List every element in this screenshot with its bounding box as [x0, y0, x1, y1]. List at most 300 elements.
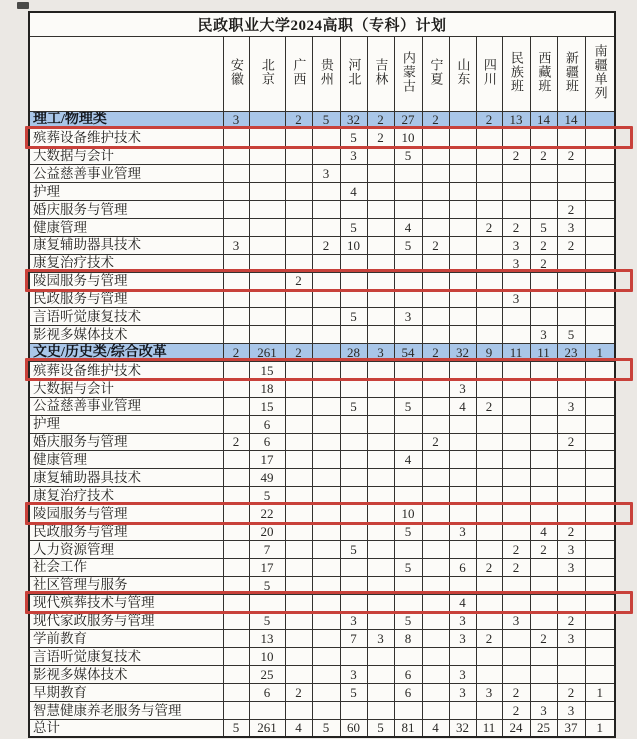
value-cell [285, 397, 312, 415]
value-cell: 2 [476, 111, 502, 129]
value-cell [585, 594, 615, 612]
value-cell: 3 [449, 522, 476, 540]
value-cell [223, 361, 249, 379]
value-cell [367, 487, 394, 505]
value-cell: 3 [502, 290, 530, 308]
value-cell [502, 200, 530, 218]
value-cell [285, 415, 312, 433]
column-header [340, 36, 367, 111]
value-cell: 2 [476, 397, 502, 415]
value-cell [223, 379, 249, 397]
value-cell [394, 576, 422, 594]
value-cell: 6 [394, 666, 422, 684]
value-cell [285, 308, 312, 326]
value-cell [502, 308, 530, 326]
value-cell: 5 [340, 684, 367, 702]
table-row [29, 147, 615, 165]
value-cell: 5 [367, 719, 394, 737]
value-cell [312, 666, 340, 684]
value-cell [557, 272, 585, 290]
value-cell [585, 326, 615, 344]
value-cell [223, 165, 249, 183]
value-cell [367, 433, 394, 451]
value-cell [367, 648, 394, 666]
table-row [29, 183, 615, 201]
value-cell [476, 451, 502, 469]
value-cell [557, 594, 585, 612]
value-cell [449, 648, 476, 666]
value-cell: 10 [394, 505, 422, 523]
value-cell [312, 183, 340, 201]
value-cell: 17 [249, 451, 285, 469]
value-cell [422, 200, 449, 218]
value-cell: 15 [249, 361, 285, 379]
table-row [29, 308, 615, 326]
value-cell [585, 361, 615, 379]
value-cell [340, 558, 367, 576]
row-label: 陵园服务与管理 [29, 505, 223, 523]
value-cell [223, 469, 249, 487]
value-cell [340, 326, 367, 344]
value-cell [585, 576, 615, 594]
value-cell [502, 666, 530, 684]
value-cell: 22 [249, 505, 285, 523]
value-cell: 10 [340, 236, 367, 254]
value-cell [249, 147, 285, 165]
value-cell [367, 666, 394, 684]
value-cell [367, 558, 394, 576]
value-cell [367, 272, 394, 290]
value-cell [394, 254, 422, 272]
value-cell: 2 [367, 129, 394, 147]
value-cell [367, 200, 394, 218]
value-cell: 20 [249, 522, 285, 540]
table-row [29, 701, 615, 719]
value-cell [312, 451, 340, 469]
value-cell: 2 [557, 433, 585, 451]
value-cell [249, 183, 285, 201]
table-row [29, 272, 615, 290]
value-cell [340, 594, 367, 612]
row-label: 殡葬设备维护技术 [29, 361, 223, 379]
value-cell [223, 218, 249, 236]
value-cell: 5 [394, 397, 422, 415]
value-cell [422, 129, 449, 147]
value-cell [422, 326, 449, 344]
value-cell [557, 666, 585, 684]
value-cell: 4 [394, 218, 422, 236]
value-cell: 3 [557, 397, 585, 415]
value-cell: 2 [285, 684, 312, 702]
row-label: 智慧健康养老服务与管理 [29, 701, 223, 719]
value-cell [476, 540, 502, 558]
value-cell [223, 415, 249, 433]
value-cell: 8 [394, 630, 422, 648]
value-cell [585, 487, 615, 505]
value-cell [530, 433, 557, 451]
value-cell [312, 308, 340, 326]
column-header [367, 36, 394, 111]
value-cell: 5 [223, 719, 249, 737]
value-cell: 49 [249, 469, 285, 487]
value-cell [394, 701, 422, 719]
value-cell [530, 183, 557, 201]
value-cell [530, 648, 557, 666]
value-cell [249, 308, 285, 326]
value-cell [502, 522, 530, 540]
value-cell [449, 218, 476, 236]
value-cell [449, 183, 476, 201]
value-cell [557, 576, 585, 594]
value-cell: 5 [340, 397, 367, 415]
value-cell: 2 [557, 147, 585, 165]
value-cell: 2 [557, 236, 585, 254]
title-row [29, 12, 615, 36]
value-cell: 5 [340, 129, 367, 147]
value-cell [585, 397, 615, 415]
value-cell: 2 [285, 272, 312, 290]
value-cell: 4 [340, 183, 367, 201]
value-cell [223, 200, 249, 218]
value-cell [585, 522, 615, 540]
value-cell [312, 147, 340, 165]
column-header-label: 民族班 [508, 50, 524, 93]
value-cell: 81 [394, 719, 422, 737]
value-cell [557, 361, 585, 379]
value-cell [422, 165, 449, 183]
value-cell: 37 [557, 719, 585, 737]
value-cell: 3 [367, 344, 394, 362]
value-cell [285, 254, 312, 272]
value-cell: 5 [530, 218, 557, 236]
table-row [29, 612, 615, 630]
value-cell [585, 183, 615, 201]
value-cell [585, 648, 615, 666]
value-cell [249, 200, 285, 218]
row-label: 康复治疗技术 [29, 487, 223, 505]
value-cell [476, 648, 502, 666]
value-cell: 2 [367, 111, 394, 129]
value-cell [394, 415, 422, 433]
value-cell [585, 254, 615, 272]
value-cell [285, 540, 312, 558]
value-cell [557, 487, 585, 505]
value-cell [449, 290, 476, 308]
value-cell [585, 558, 615, 576]
value-cell [449, 147, 476, 165]
column-header-label: 西藏班 [536, 50, 552, 93]
row-label: 殡葬设备维护技术 [29, 129, 223, 147]
row-label: 护理 [29, 415, 223, 433]
value-cell [530, 666, 557, 684]
value-cell [449, 361, 476, 379]
value-cell [585, 666, 615, 684]
value-cell [223, 612, 249, 630]
table-row [29, 684, 615, 702]
value-cell [340, 505, 367, 523]
enrollment-plan-table-wrap [28, 11, 616, 738]
value-cell: 28 [340, 344, 367, 362]
value-cell [223, 254, 249, 272]
column-header [249, 36, 285, 111]
value-cell [476, 236, 502, 254]
value-cell [557, 129, 585, 147]
value-cell: 25 [530, 719, 557, 737]
value-cell: 3 [223, 111, 249, 129]
value-cell [285, 183, 312, 201]
value-cell [502, 630, 530, 648]
table-row [29, 433, 615, 451]
row-label: 理工/物理类 [29, 111, 223, 129]
column-header-label: 南疆单列 [592, 43, 608, 100]
column-header [530, 36, 557, 111]
row-label: 文史/历史类/综合改革 [29, 344, 223, 362]
value-cell: 11 [476, 719, 502, 737]
value-cell [449, 415, 476, 433]
table-row [29, 487, 615, 505]
column-header-label: 安徽 [228, 57, 244, 86]
value-cell [557, 165, 585, 183]
value-cell: 5 [394, 147, 422, 165]
column-header [394, 36, 422, 111]
value-cell: 2 [502, 540, 530, 558]
value-cell [394, 326, 422, 344]
value-cell [223, 326, 249, 344]
value-cell [367, 290, 394, 308]
value-cell [223, 666, 249, 684]
value-cell [585, 379, 615, 397]
value-cell [249, 290, 285, 308]
enrollment-plan-table [28, 11, 616, 738]
value-cell [449, 540, 476, 558]
table-row [29, 522, 615, 540]
column-header [502, 36, 530, 111]
value-cell: 11 [530, 344, 557, 362]
value-cell [367, 308, 394, 326]
value-cell [476, 666, 502, 684]
table-row [29, 326, 615, 344]
value-cell [557, 183, 585, 201]
value-cell [367, 594, 394, 612]
value-cell [449, 200, 476, 218]
value-cell [502, 451, 530, 469]
table-row [29, 594, 615, 612]
table-row [29, 290, 615, 308]
value-cell: 2 [557, 612, 585, 630]
value-cell [312, 254, 340, 272]
value-cell [312, 415, 340, 433]
row-label: 言语听觉康复技术 [29, 648, 223, 666]
value-cell: 3 [340, 666, 367, 684]
value-cell [223, 487, 249, 505]
column-header [312, 36, 340, 111]
value-cell [557, 254, 585, 272]
value-cell [502, 165, 530, 183]
value-cell [557, 290, 585, 308]
value-cell [422, 612, 449, 630]
value-cell: 13 [249, 630, 285, 648]
value-cell: 6 [249, 684, 285, 702]
value-cell [530, 451, 557, 469]
section-header-row [29, 344, 615, 362]
value-cell [367, 576, 394, 594]
table-row [29, 236, 615, 254]
value-cell [422, 630, 449, 648]
value-cell [367, 684, 394, 702]
value-cell [530, 397, 557, 415]
value-cell [285, 612, 312, 630]
value-cell [449, 165, 476, 183]
value-cell [557, 308, 585, 326]
value-cell [394, 200, 422, 218]
value-cell [476, 522, 502, 540]
province-header-row [29, 36, 615, 111]
value-cell [530, 200, 557, 218]
value-cell: 2 [223, 344, 249, 362]
value-cell [285, 218, 312, 236]
value-cell: 32 [449, 344, 476, 362]
value-cell: 2 [422, 433, 449, 451]
table-row [29, 451, 615, 469]
value-cell [312, 558, 340, 576]
value-cell [394, 290, 422, 308]
value-cell [394, 648, 422, 666]
row-label: 大数据与会计 [29, 147, 223, 165]
value-cell [476, 361, 502, 379]
value-cell [476, 594, 502, 612]
value-cell: 3 [557, 540, 585, 558]
row-label: 社区管理与服务 [29, 576, 223, 594]
value-cell [502, 183, 530, 201]
value-cell [394, 183, 422, 201]
value-cell [312, 326, 340, 344]
row-label: 陵园服务与管理 [29, 272, 223, 290]
column-header-label: 河北 [346, 57, 362, 86]
value-cell [312, 469, 340, 487]
value-cell: 2 [476, 630, 502, 648]
value-cell [340, 648, 367, 666]
value-cell [312, 612, 340, 630]
value-cell [422, 487, 449, 505]
value-cell [312, 540, 340, 558]
value-cell: 3 [340, 147, 367, 165]
value-cell [285, 433, 312, 451]
value-cell [340, 272, 367, 290]
value-cell [312, 218, 340, 236]
row-label: 康复辅助器具技术 [29, 469, 223, 487]
value-cell: 5 [312, 719, 340, 737]
value-cell: 2 [502, 558, 530, 576]
value-cell [449, 487, 476, 505]
value-cell [340, 290, 367, 308]
value-cell: 4 [422, 719, 449, 737]
value-cell [476, 469, 502, 487]
value-cell [394, 540, 422, 558]
value-cell [502, 361, 530, 379]
value-cell [367, 397, 394, 415]
value-cell [312, 344, 340, 362]
value-cell [422, 308, 449, 326]
value-cell [367, 415, 394, 433]
value-cell [367, 701, 394, 719]
value-cell [530, 469, 557, 487]
column-header [476, 36, 502, 111]
value-cell [340, 469, 367, 487]
value-cell [585, 701, 615, 719]
value-cell [285, 129, 312, 147]
column-header [285, 36, 312, 111]
row-label: 早期教育 [29, 684, 223, 702]
value-cell [367, 254, 394, 272]
grand-total-row [29, 719, 615, 737]
column-header [422, 36, 449, 111]
value-cell [502, 272, 530, 290]
value-cell [367, 505, 394, 523]
value-cell [449, 451, 476, 469]
value-cell [530, 684, 557, 702]
value-cell [585, 236, 615, 254]
value-cell: 7 [249, 540, 285, 558]
value-cell [449, 308, 476, 326]
value-cell [585, 165, 615, 183]
value-cell [422, 183, 449, 201]
value-cell [285, 558, 312, 576]
value-cell [223, 701, 249, 719]
value-cell: 2 [530, 147, 557, 165]
value-cell: 5 [394, 236, 422, 254]
value-cell [530, 308, 557, 326]
value-cell [449, 505, 476, 523]
table-row [29, 558, 615, 576]
row-label: 大数据与会计 [29, 379, 223, 397]
value-cell [285, 648, 312, 666]
value-cell [530, 379, 557, 397]
value-cell [223, 129, 249, 147]
value-cell [249, 111, 285, 129]
value-cell [312, 379, 340, 397]
value-cell [422, 594, 449, 612]
value-cell [449, 254, 476, 272]
value-cell [340, 701, 367, 719]
value-cell [476, 200, 502, 218]
table-row [29, 576, 615, 594]
value-cell [585, 129, 615, 147]
value-cell [585, 415, 615, 433]
value-cell: 2 [285, 344, 312, 362]
value-cell [285, 290, 312, 308]
value-cell [285, 469, 312, 487]
value-cell [223, 147, 249, 165]
value-cell [585, 200, 615, 218]
value-cell [585, 433, 615, 451]
value-cell: 3 [394, 308, 422, 326]
value-cell [476, 326, 502, 344]
value-cell [476, 379, 502, 397]
value-cell [312, 361, 340, 379]
value-cell [223, 183, 249, 201]
column-header-label: 北京 [259, 57, 275, 86]
row-label: 康复治疗技术 [29, 254, 223, 272]
value-cell [340, 415, 367, 433]
column-header-label: 内蒙古 [400, 50, 416, 93]
value-cell [312, 594, 340, 612]
value-cell: 5 [312, 111, 340, 129]
value-cell [249, 701, 285, 719]
value-cell [502, 594, 530, 612]
value-cell [449, 129, 476, 147]
value-cell [422, 469, 449, 487]
row-label: 护理 [29, 183, 223, 201]
